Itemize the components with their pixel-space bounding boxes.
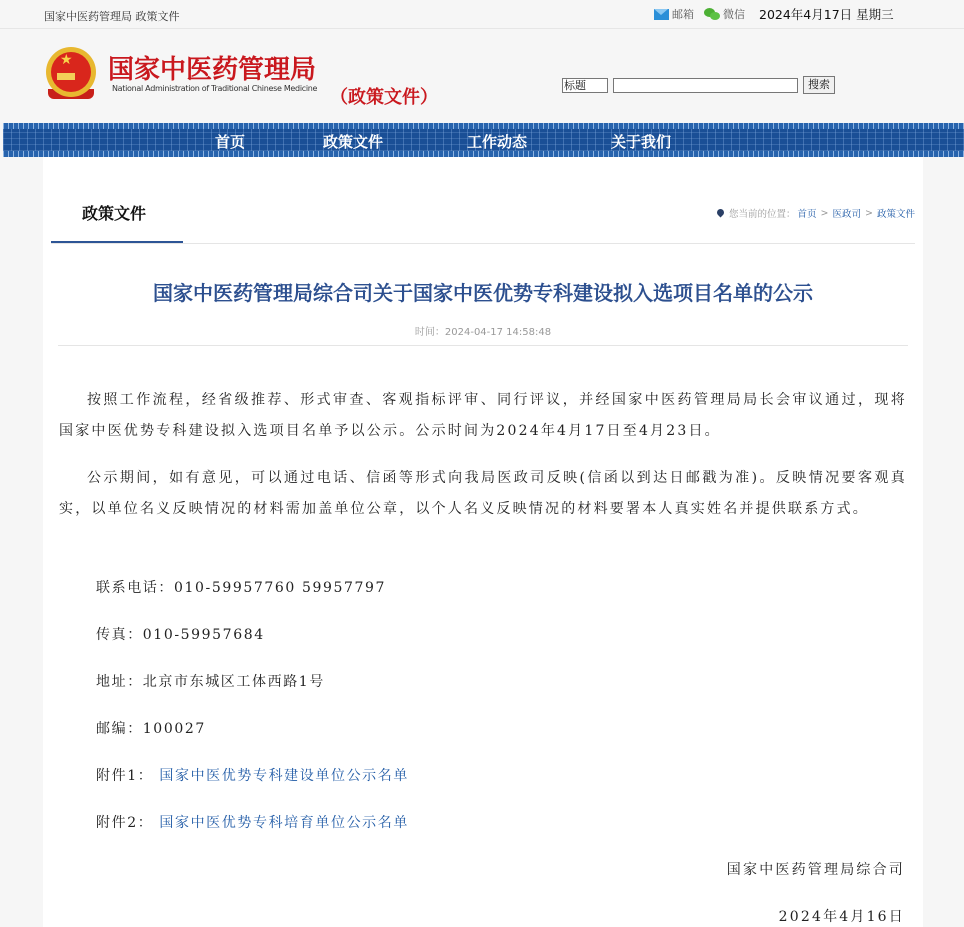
- article-divider: [58, 345, 908, 346]
- breadcrumb-home[interactable]: 首页: [797, 209, 817, 220]
- contact-fax: 传真：010-59957684: [96, 627, 265, 643]
- attachment-1-link[interactable]: 国家中医优势专科建设单位公示名单: [159, 768, 409, 784]
- breadcrumb-prefix: 您当前的位置：: [729, 209, 796, 220]
- search-input[interactable]: [613, 78, 798, 93]
- breadcrumb-medical-dept[interactable]: 医政司: [832, 209, 862, 220]
- attachment-2: [96, 812, 409, 832]
- logo-title[interactable]: 国家中医药管理局: [108, 55, 317, 85]
- location-pin-icon: [717, 209, 724, 218]
- top-bar: [0, 0, 964, 29]
- attachment-2-label: 附件2：: [96, 815, 154, 831]
- article-paragraph: 公示期间，如有意见，可以通过电话、信函等形式向我局医政司反映(信函以到达日邮戳为准)。反映情况要客观真实，以单位名义反映情况的材料需加盖单位公章，以个人名义反映情况的材料要署本人真实姓名并提供联系方式。: [59, 470, 907, 517]
- article-title: 国家中医药管理局综合司关于国家中医优势专科建设拟入选项目名单的公示: [153, 281, 813, 305]
- search-bar: [562, 76, 835, 94]
- wechat-icon: [704, 8, 720, 20]
- attachment-1: [96, 765, 409, 785]
- contact-address: 地址：北京市东城区工体西路1号: [96, 674, 325, 690]
- mail-link[interactable]: [654, 6, 694, 22]
- logo-section-label: （政策文件）: [330, 87, 438, 108]
- national-emblem-icon: ★: [46, 47, 98, 101]
- top-links: [654, 5, 894, 23]
- search-field-select[interactable]: 标题: [562, 78, 608, 93]
- signature: 国家中医药管理局综合司: [726, 862, 905, 878]
- site-label: 国家中医药管理局 政策文件: [44, 10, 180, 23]
- mail-icon: [654, 9, 669, 20]
- mail-label: 邮箱: [672, 8, 694, 21]
- nav-item-about[interactable]: 关于我们: [611, 133, 672, 151]
- section-title: 政策文件: [82, 204, 147, 223]
- nav-item-policy[interactable]: 政策文件: [323, 133, 384, 151]
- contact-postcode: 邮编：100027: [96, 721, 206, 737]
- logo-subtitle-en: National Administration of Traditional Chinese Medicine: [112, 84, 318, 93]
- main-content: [43, 157, 923, 927]
- attachment-2-link[interactable]: 国家中医优势专科培育单位公示名单: [159, 815, 409, 831]
- nav-item-home[interactable]: 首页: [215, 133, 246, 151]
- contact-phone: 联系电话：010-59957760 59957797: [96, 580, 387, 596]
- header: [0, 29, 964, 123]
- main-nav: [3, 123, 964, 157]
- breadcrumb: [717, 206, 915, 220]
- article-body: [59, 385, 907, 525]
- search-button[interactable]: 搜索: [803, 76, 835, 94]
- wechat-label: 微信: [723, 8, 745, 21]
- current-date: 2024年4月17日 星期三: [759, 7, 894, 22]
- section-underline: [51, 241, 183, 243]
- breadcrumb-policy[interactable]: 政策文件: [876, 209, 915, 220]
- article-paragraph: 按照工作流程，经省级推荐、形式审查、客观指标评审、同行评议，并经国家中医药管理局局长会审议通过，现将国家中医优势专科建设拟入选项目名单予以公示。公示时间为2024年4月17日至4月23日。: [59, 392, 907, 439]
- wechat-link[interactable]: [704, 6, 745, 22]
- nav-item-work-news[interactable]: 工作动态: [467, 133, 528, 151]
- section-header: [51, 157, 915, 244]
- breadcrumb-separator: >: [820, 207, 829, 219]
- breadcrumb-separator: >: [865, 207, 873, 219]
- attachment-1-label: 附件1：: [96, 768, 154, 784]
- article-time: 时间：2024-04-17 14:58:48: [414, 327, 552, 338]
- sign-date: 2024年4月16日: [778, 909, 905, 925]
